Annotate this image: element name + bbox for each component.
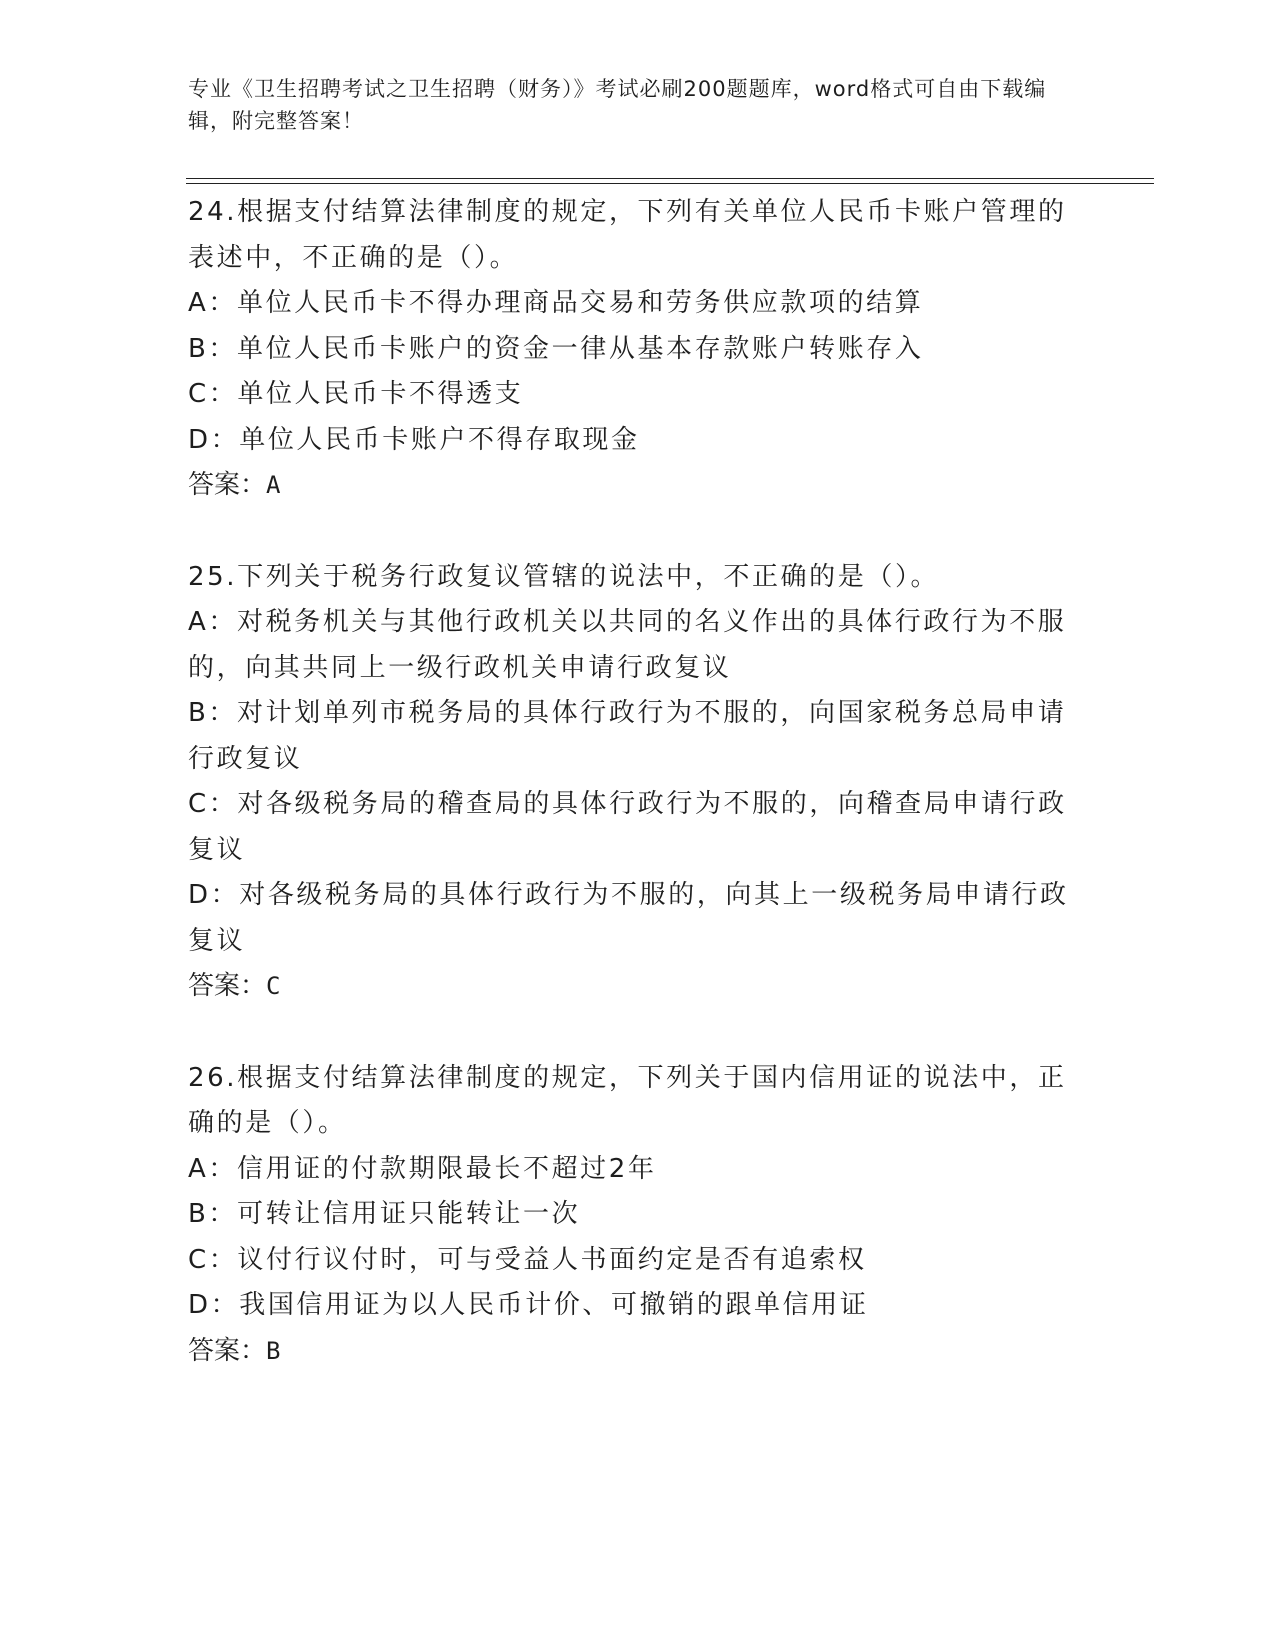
answer-value: C	[266, 972, 281, 1000]
answer-label: 答案：	[188, 1335, 267, 1366]
option-a: A：对税务机关与其他行政机关以共同的名义作出的具体行政行为不服的，向其共同上一级行政机关申请行政复议	[188, 607, 1067, 683]
answer-line	[188, 463, 1088, 509]
answer-value: A	[266, 471, 281, 499]
option-c: C：单位人民币卡不得透支	[188, 379, 524, 409]
question-stem: 24.根据支付结算法律制度的规定，下列有关单位人民币卡账户管理的表述中，不正确的是（）。	[188, 197, 1067, 273]
option-b: B：可转让信用证只能转让一次	[188, 1199, 581, 1229]
option-d: D：我国信用证为以人民币计价、可撤销的跟单信用证	[188, 1290, 869, 1320]
header-divider-bottom	[186, 183, 1154, 184]
question-26	[188, 1056, 1088, 1375]
answer-value: B	[266, 1336, 281, 1365]
question-stem: 26.根据支付结算法律制度的规定，下列关于国内信用证的说法中，正确的是（）。	[188, 1062, 1067, 1138]
option-d: D：单位人民币卡账户不得存取现金	[188, 424, 640, 455]
question-25	[188, 555, 1088, 1010]
option-a: A：单位人民币卡不得办理商品交易和劳务供应款项的结算	[188, 288, 924, 318]
option-c: C：对各级税务局的稽查局的具体行政行为不服的，向稽查局申请行政复议	[188, 789, 1067, 865]
answer-line	[188, 1329, 1088, 1375]
document-header: 专业《卫生招聘考试之卫生招聘（财务）》考试必刷200题题库，word格式可自由下载编辑，附完整答案！	[188, 77, 1047, 133]
option-a: A：信用证的付款期限最长不超过2年	[188, 1153, 657, 1184]
header-divider-top	[186, 178, 1154, 179]
option-b: B：对计划单列市税务局的具体行政行为不服的，向国家税务总局申请行政复议	[188, 698, 1067, 774]
question-list	[188, 190, 1088, 1420]
answer-label: 答案：	[188, 971, 267, 1001]
answer-line	[188, 964, 1088, 1010]
question-24	[188, 190, 1088, 509]
answer-label: 答案：	[188, 470, 267, 500]
question-stem: 25.下列关于税务行政复议管辖的说法中，不正确的是（）。	[188, 561, 940, 592]
option-c: C：议付行议付时，可与受益人书面约定是否有追索权	[188, 1244, 867, 1275]
option-b: B：单位人民币卡账户的资金一律从基本存款账户转账存入	[188, 333, 924, 364]
option-d: D：对各级税务局的具体行政行为不服的，向其上一级税务局申请行政复议	[188, 880, 1069, 956]
